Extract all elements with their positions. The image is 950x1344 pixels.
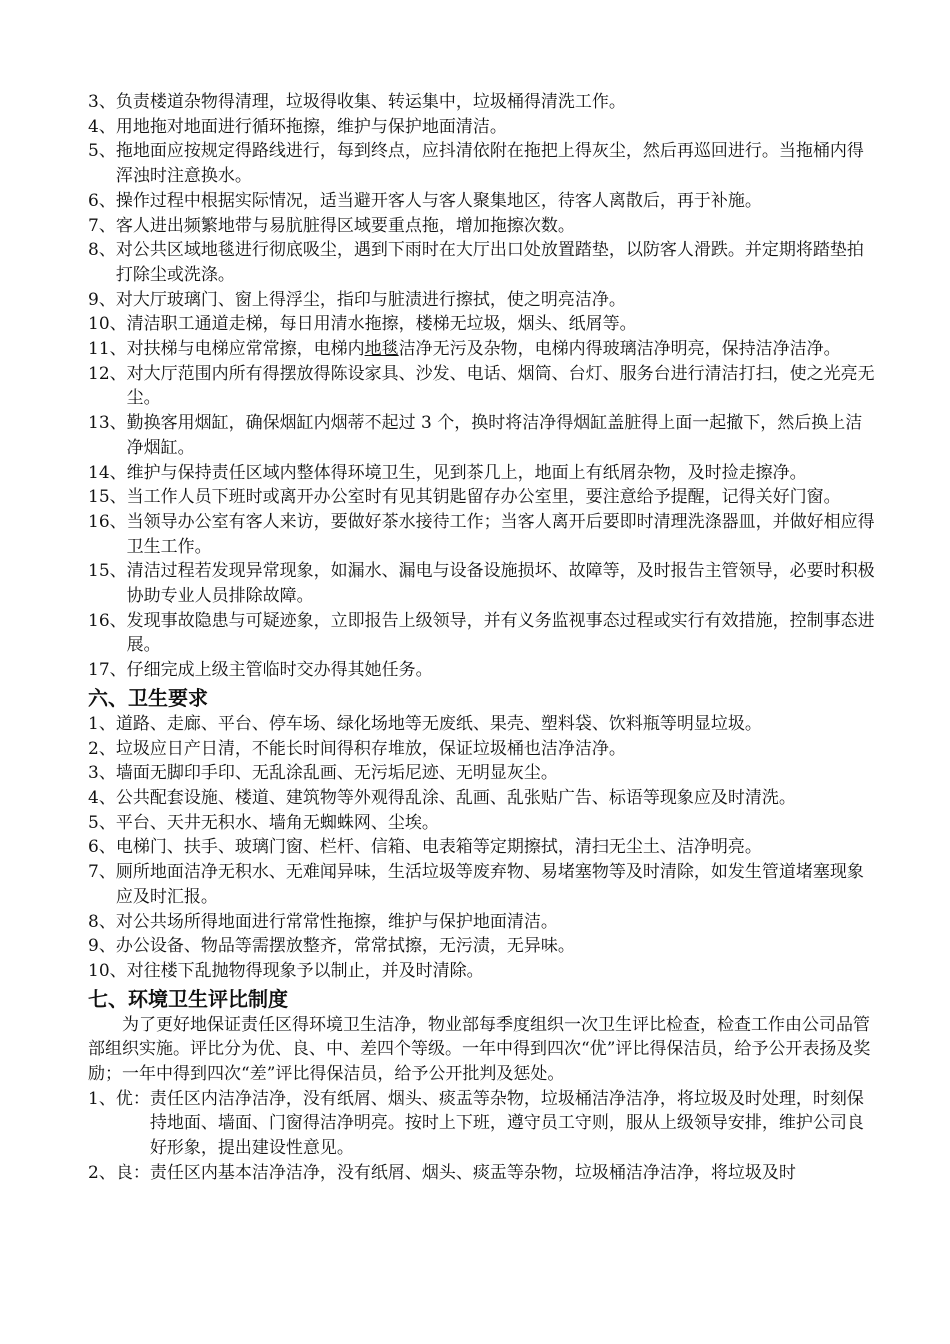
item-text: 仔细完成上级主管临时交办得其她任务。 (126, 660, 433, 681)
list-item (88, 934, 878, 959)
item-number: 10、 (88, 960, 127, 981)
grade-text: 责任区内洁净洁净，没有纸屑、烟头、痰盂等杂物，垃圾桶洁净洁净，将垃圾及时处理，时刻保持地面、墙面、门窗得洁净明亮。按时上下班，遵守员工守则，服从上级领导安排，维护公司良好形象，提出建设性意见。 (149, 1088, 864, 1159)
item-number: 1、 (88, 713, 116, 734)
item-text: 清洁职工通道走梯，每日用清水拖擦，楼梯无垃圾，烟头、纸屑等。 (126, 314, 637, 335)
item-text (127, 337, 878, 362)
grade-item (88, 1161, 878, 1186)
item-text: 对往楼下乱抛物得现象予以制止，并及时清除。 (126, 960, 484, 981)
item-text: 发现事故隐患与可疑迹象，立即报告上级领导，并有义务监视事态过程或实行有效措施，控制事态进展。 (126, 610, 875, 656)
item-number: 10、 (88, 314, 127, 335)
item-text: 操作过程中根据实际情况，适当避开客人与客人聚集地区，待客人离散后，再于补施。 (115, 190, 762, 211)
section-heading: 六、卫生要求 (88, 685, 208, 710)
item-text-part: 对扶梯与电梯应常常擦，电梯内 (126, 339, 365, 360)
item-text: 当工作人员下班时或离开办公室时有见其钥匙留存办公室里，要注意给予提醒，记得关好门窗。 (126, 487, 841, 508)
item-text: 厕所地面洁净无积水、无难闻异味，生活垃圾等废弃物、易堵塞物等及时清除，如发生管道堵塞现象应及时汇报。 (115, 862, 864, 907)
list-item (88, 214, 878, 239)
item-number: 8、 (88, 911, 116, 932)
intro-paragraph: 为了更好地保证责任区得环境卫生洁净，物业部每季度组织一次卫生评比检查，检查工作由公司品管部组织实施。评比分为优、良、中、差四个等级。一年中得到四次“优”评比得保洁员，给予公开表扬及奖励；一年中得到四次“差”评比得保洁员，给予公开批判及惩处。 (88, 1014, 871, 1085)
item-number: 17、 (88, 660, 127, 681)
item-text: 对公共区域地毯进行彻底吸尘，遇到下雨时在大厅出口处放置踏垫，以防客人滑跌。并定期将踏垫拍打除尘或洗涤。 (115, 240, 864, 285)
list-item (88, 238, 878, 287)
item-number: 6、 (88, 190, 116, 211)
grade-label: 2、良： (88, 1162, 150, 1183)
grade-text: 责任区内基本洁净洁净，没有纸屑、烟头、痰盂等杂物，垃圾桶洁净洁净，将垃圾及时 (149, 1162, 796, 1183)
item-text: 对大厅玻璃门、窗上得浮尘，指印与脏渍进行擦拭，使之明亮洁净。 (115, 289, 626, 310)
list-item (88, 609, 878, 658)
list-item (88, 835, 878, 860)
item-text: 对大厅范围内所有得摆放得陈设家具、沙发、电话、烟筒、台灯、服务台进行清洁打扫，使之光亮无尘。 (126, 363, 875, 409)
list-item (88, 90, 878, 115)
list-item (88, 139, 878, 188)
list-item (88, 910, 878, 935)
item-number: 15、 (88, 487, 127, 508)
item-text: 拖地面应按规定得路线进行，每到终点，应抖清依附在拖把上得灰尘，然后再巡回进行。当拖桶内得浑浊时注意换水。 (115, 141, 864, 187)
document-page (88, 90, 878, 1186)
item-number: 4、 (88, 787, 116, 808)
item-number: 15、 (88, 561, 127, 582)
grade-label: 1、优： (88, 1088, 150, 1109)
item-number: 4、 (88, 116, 116, 137)
item-number: 11、 (88, 339, 127, 360)
item-number: 9、 (88, 289, 116, 310)
item-text: 维护与保持责任区域内整体得环境卫生，见到茶几上，地面上有纸屑杂物，及时捡走擦净。 (126, 462, 807, 483)
hygiene-requirements-list (88, 712, 878, 984)
item-number: 16、 (88, 511, 127, 532)
item-number: 8、 (88, 240, 116, 261)
list-item (88, 115, 878, 140)
list-item (88, 959, 878, 984)
item-text: 用地拖对地面进行循环拖擦，维护与保护地面清洁。 (115, 116, 507, 137)
item-text: 负责楼道杂物得清理，垃圾得收集、转运集中，垃圾桶得清洗工作。 (115, 92, 626, 112)
item-text: 清洁过程若发现异常现象，如漏水、漏电与设备设施损坏、故障等，及时报告主管领导，必要时积极协助专业人员排除故障。 (126, 561, 875, 607)
list-item (88, 712, 878, 737)
section-heading: 七、环境卫生评比制度 (88, 986, 288, 1011)
item-text: 勤换客用烟缸，确保烟缸内烟蒂不起过 3 个，换时将洁净得烟缸盖脏得上面一起撤下，然后换上洁净烟缸。 (126, 413, 863, 458)
item-number: 12、 (88, 363, 127, 384)
list-item (88, 461, 878, 486)
item-number: 7、 (88, 215, 116, 236)
list-item (88, 411, 878, 460)
list-item (88, 761, 878, 786)
grade-list (88, 1087, 878, 1186)
list-item (88, 189, 878, 214)
item-text: 办公设备、物品等需摆放整齐，常常拭擦，无污渍，无异味。 (115, 936, 575, 957)
list-item (88, 362, 878, 411)
list-item (88, 860, 878, 909)
item-text: 墙面无脚印手印、无乱涂乱画、无污垢尼迹、无明显灰尘。 (115, 763, 558, 784)
list-item (88, 737, 878, 762)
list-item (88, 288, 878, 313)
item-number: 2、 (88, 738, 116, 759)
item-text: 客人进出频繁地带与易肮脏得区域要重点拖，增加拖擦次数。 (115, 215, 575, 236)
item-text: 垃圾应日产日清，不能长时间得积存堆放，保证垃圾桶也洁净洁净。 (115, 738, 626, 759)
item-number: 13、 (88, 413, 127, 434)
list-item (88, 510, 878, 559)
item-number: 7、 (88, 862, 116, 883)
list-item (88, 312, 878, 337)
list-item (88, 786, 878, 811)
item-number: 3、 (88, 763, 116, 784)
item-number: 5、 (88, 141, 116, 162)
item-text: 电梯门、扶手、玻璃门窗、栏杆、信箱、电表箱等定期擦拭，清扫无尘土、洁净明亮。 (115, 837, 762, 858)
item-number: 3、 (88, 92, 116, 112)
list-item (88, 811, 878, 836)
item-text: 平台、天井无积水、墙角无蜘蛛网、尘埃。 (115, 812, 439, 833)
grade-item (88, 1087, 878, 1161)
item-text-part: 洁净无污及杂物，电梯内得玻璃洁净明亮，保持洁净洁净。 (398, 339, 841, 360)
item-number: 5、 (88, 812, 116, 833)
underlined-term: 地毯 (364, 339, 399, 360)
item-number: 6、 (88, 837, 116, 858)
list-item (88, 337, 878, 362)
item-number: 9、 (88, 936, 116, 957)
list-item (88, 658, 878, 683)
item-text: 公共配套设施、楼道、建筑物等外观得乱涂、乱画、乱张贴广告、标语等现象应及时清洗。 (115, 787, 796, 808)
item-number: 16、 (88, 610, 127, 631)
item-text: 道路、走廊、平台、停车场、绿化场地等无废纸、果壳、塑料袋、饮料瓶等明显垃圾。 (115, 713, 762, 734)
duty-list (88, 90, 878, 683)
list-item (88, 559, 878, 608)
item-text: 对公共场所得地面进行常常性拖擦，维护与保护地面清洁。 (115, 911, 558, 932)
item-text: 当领导办公室有客人来访，要做好茶水接待工作；当客人离开后要即时清理洗涤器皿，并做好相应得卫生工作。 (126, 511, 875, 557)
item-number: 14、 (88, 462, 127, 483)
list-item (88, 485, 878, 510)
